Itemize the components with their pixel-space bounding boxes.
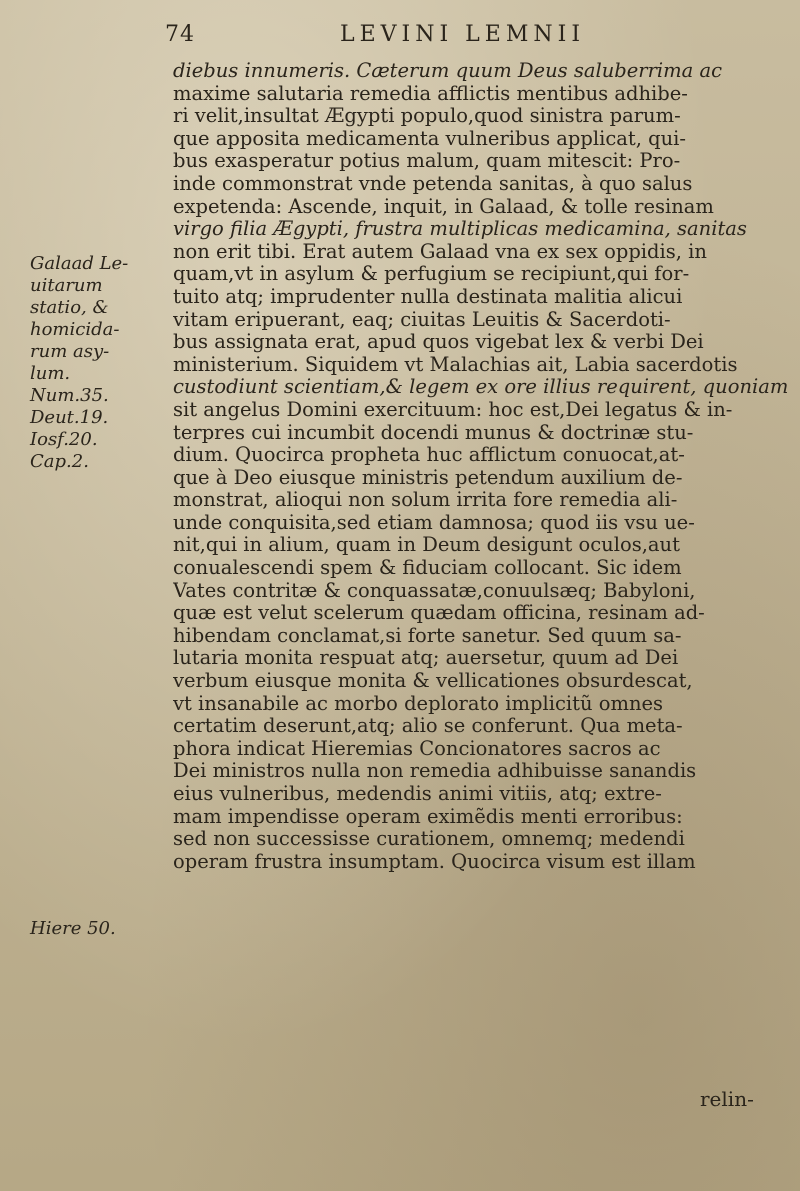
text-line: bus exasperatur potius malum, quam mitescit: Pro- [173,150,681,173]
text-line: vitam eripuerant, eaq; ciuitas Leuitis & Sacerdoti- [173,308,671,331]
margin-note: Iosf.20. [30,429,98,450]
text-line: que à Deo eiusque ministris petendum auxilium de- [173,466,683,489]
margin-notes [30,253,155,473]
text-line: conualescendi spem & fiduciam collocant. Sic idem [173,557,682,580]
text-line: bus assignata erat, apud quos vigebat lex & verbi Dei [173,331,704,354]
margin-note: Deut.19. [30,407,109,428]
text-line: lutaria monita respuat atq; auersetur, quum ad Dei [173,647,679,670]
text-line: ri velit,insultat Ægypti populo,quod sinistra parum- [173,105,681,128]
text-line: nit,qui in alium, quam in Deum desigunt oculos,aut [173,534,680,557]
text-line: quæ est velut scelerum quædam officina, resinam ad- [173,602,705,625]
margin-note: Galaad Le- [30,253,129,274]
text-line: phora indicat Hieremias Concionatores sacros ac [173,737,661,760]
running-head [165,18,635,58]
margin-note: lum. [30,363,71,384]
text-line: maxime salutaria remedia afflictis mentibus adhibe- [173,82,688,105]
text-line: que apposita medicamenta vulneribus applicat, qui- [173,127,686,150]
text-line: Dei ministros nulla non remedia adhibuisse sanandis [173,760,697,783]
text-line: non erit tibi. Erat autem Galaad vna ex sex oppidis, in [173,240,707,263]
text-line: expetenda: Ascende, inquit, in Galaad, & tolle resinam [173,195,714,218]
text-line: quam,vt in asylum & perfugium se recipiunt,qui for- [173,263,690,286]
text-line: unde conquisita,sed etiam damnosa; quod iis vsu ue- [173,511,695,534]
text-line: terpres cui incumbit docendi munus & doctrinæ stu- [173,421,694,444]
margin-note: Cap.2. [30,451,89,472]
text-line: operam frustra insumptam. Quocirca visum est illam [173,850,696,873]
text-line: sed non successisse curationem, omnemq; medendi [173,828,685,851]
text-line: Vates contritæ & conquassatæ,conuulsæq; Babyloni, [173,579,696,602]
text-line: verbum eiusque monita & vellicationes obsurdescat, [173,670,693,693]
margin-note: statio, & [30,297,109,318]
text-line: custodiunt scientiam,& legem ex ore illius requirent, quoniam [173,376,788,399]
text-line: tuito atq; imprudenter nulla destinata malitia alicui [173,285,683,308]
margin-note-hieremias: Hiere 50. [30,918,116,939]
page-number: 74 [165,22,195,47]
text-line: vt insanabile ac morbo deplorato implicitũ omnes [173,692,664,715]
text-line: monstrat, alioqui non solum irrita fore remedia ali- [173,489,678,512]
text-line: ministerium. Siquidem vt Malachias ait, Labia sacerdotis [173,353,738,376]
text-line: hibendam conclamat,si forte sanetur. Sed quum sa- [173,624,682,647]
text-line: diebus innumeris. Cæterum quum Deus saluberrima ac [173,60,723,82]
text-line: dium. Quocirca propheta huc afflictum conuocat,at- [173,444,685,467]
catchword: relin- [700,1087,754,1111]
margin-note: Num.35. [30,385,109,406]
running-title: LEVINI LEMNII [340,22,586,47]
margin-note: rum asy- [30,341,110,362]
text-line: inde commonstrat vnde petenda sanitas, à quo salus [173,172,693,195]
text-line: virgo filia Ægypti, frustra multiplicas medicamina, sanitas [173,218,747,241]
text-line: sit angelus Domini exercituum: hoc est,Dei legatus & in- [173,398,733,421]
text-line: eius vulneribus, medendis animi vitiis, atq; extre- [173,783,662,805]
margin-note: homicida- [30,319,120,340]
margin-note: uitarum [30,275,103,296]
body-text [173,60,788,873]
text-line: certatim deserunt,atq; alio se conferunt. Qua meta- [173,715,683,738]
text-line: mam impendisse operam eximẽdis menti erroribus: [173,805,683,828]
